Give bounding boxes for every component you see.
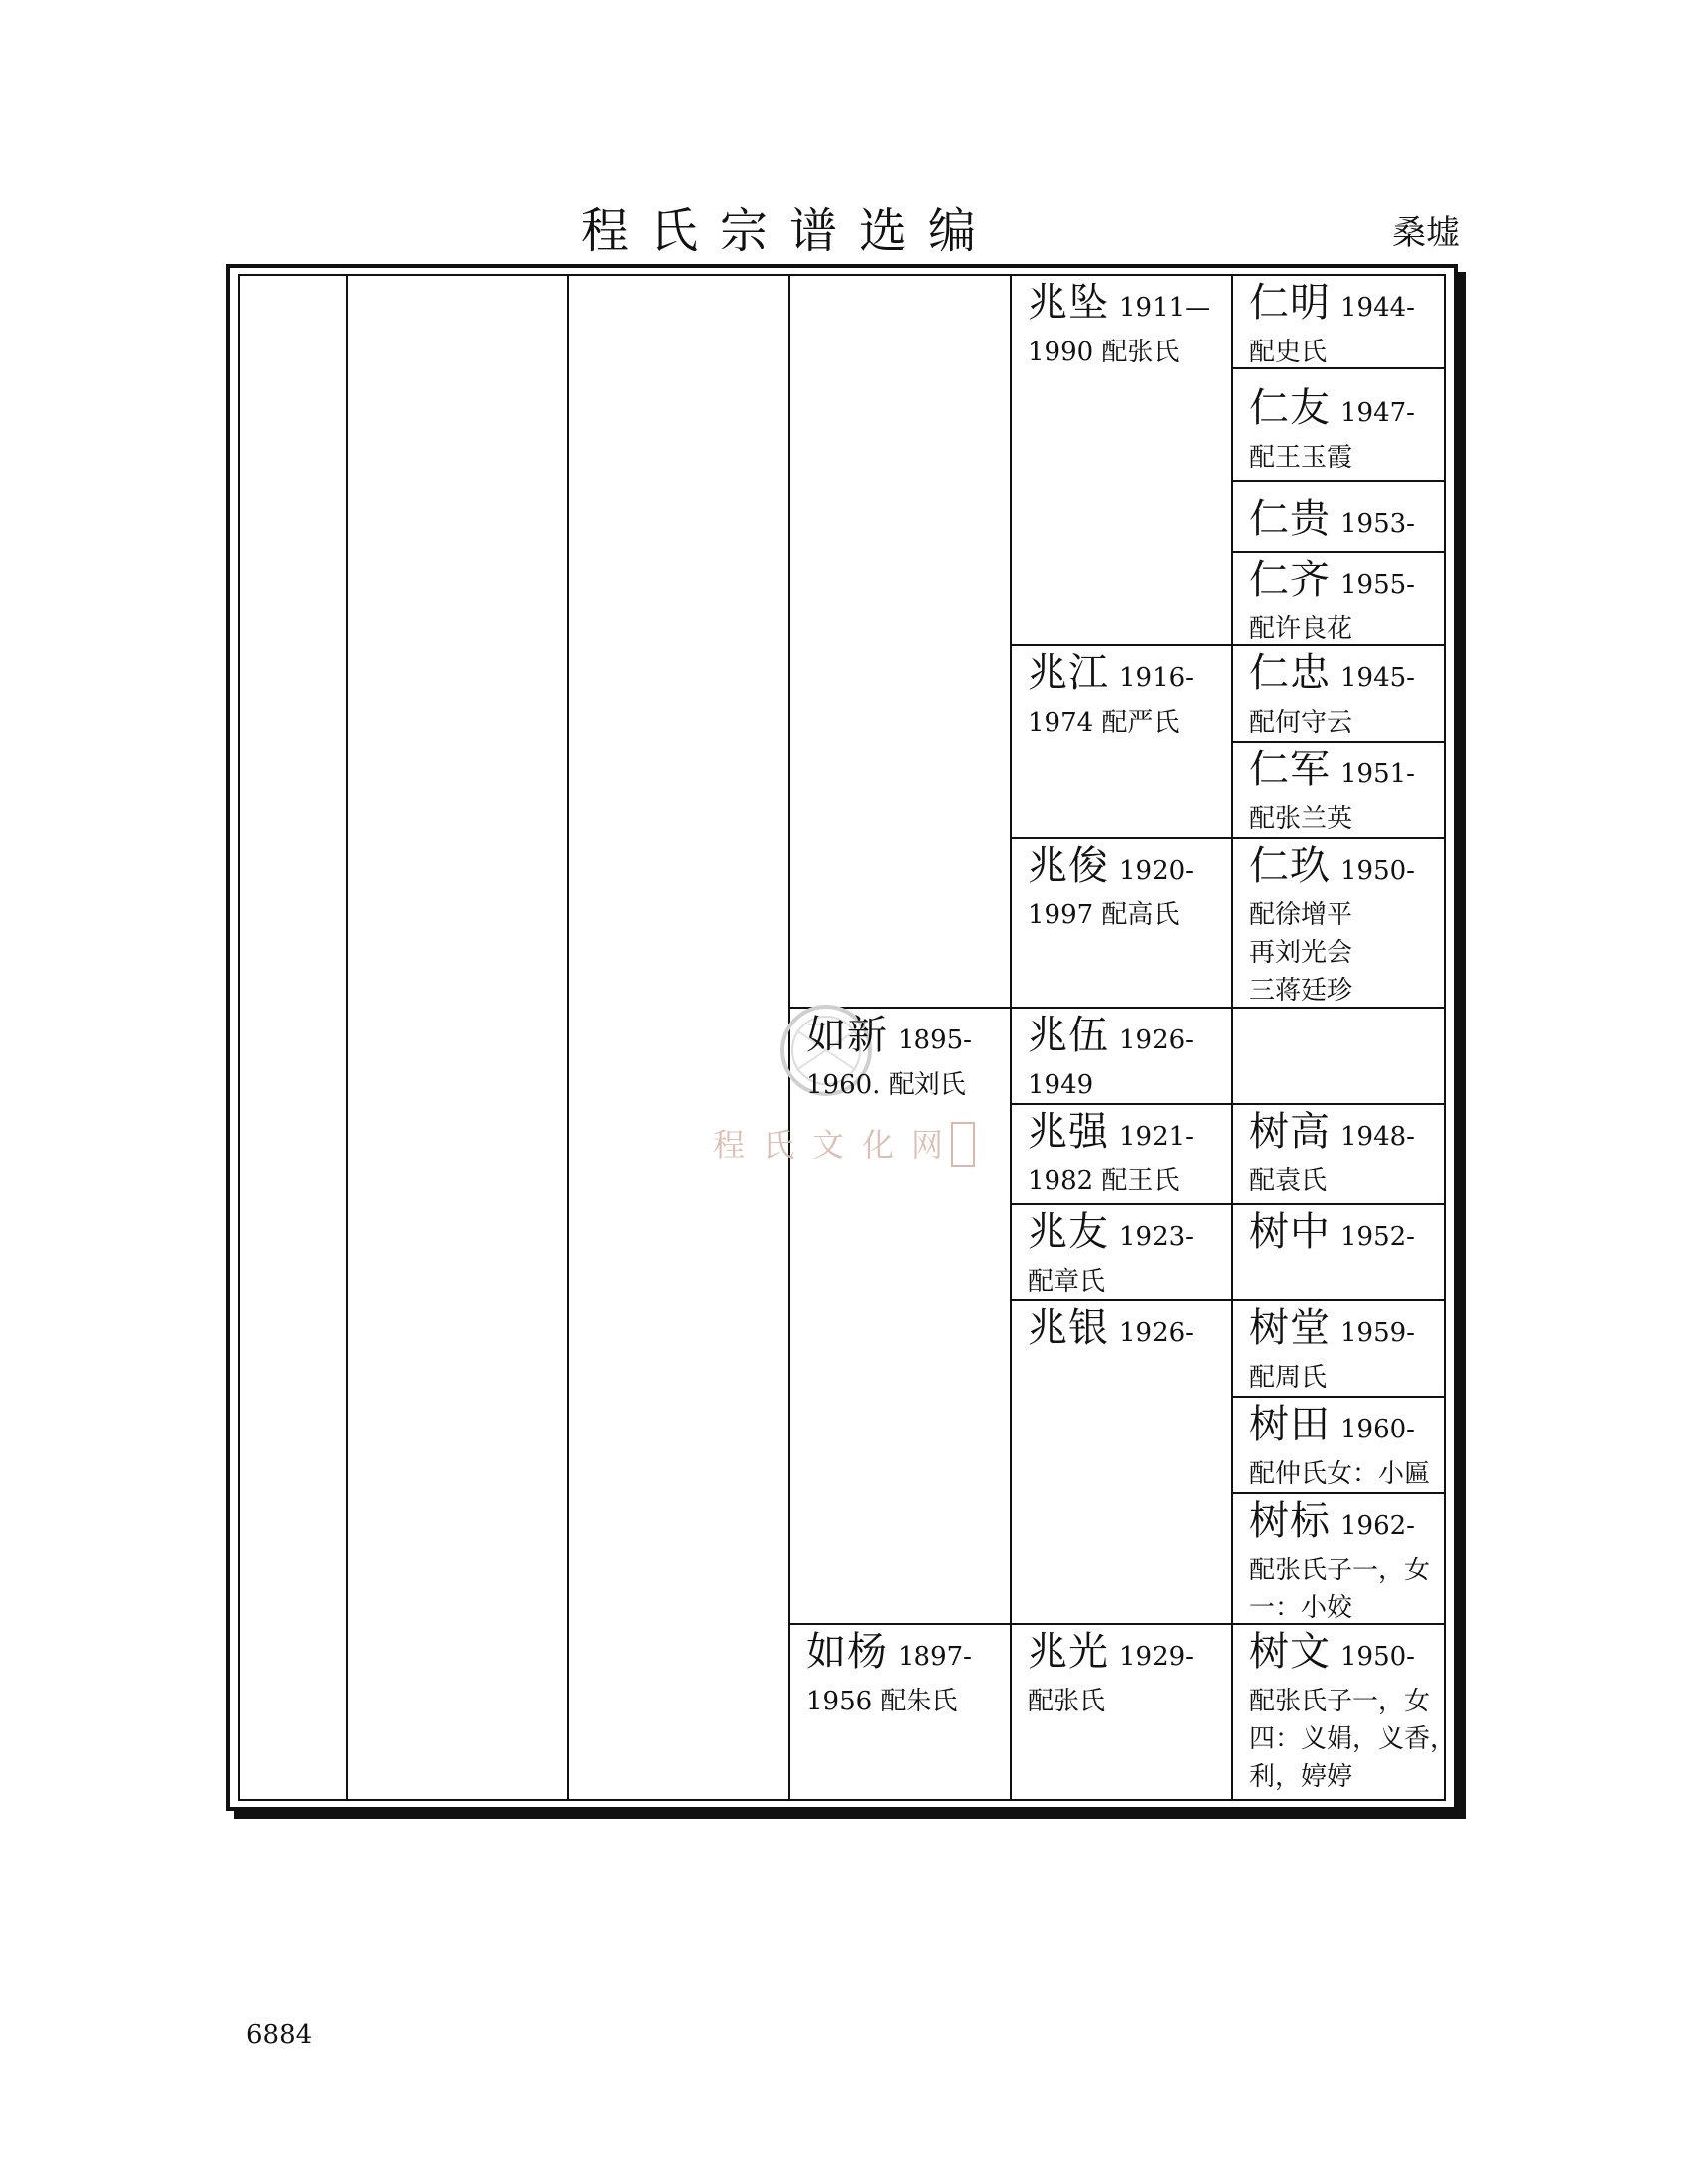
table-shadow-bottom [234, 1811, 1466, 1819]
column-divider [567, 274, 569, 1801]
person-name: 仁友 [1249, 385, 1331, 431]
person-detail: 1990 配张氏 [1028, 338, 1180, 367]
column-divider [346, 274, 348, 1801]
gen3-entry [1233, 381, 1446, 480]
region-label: 桑墟 [1392, 213, 1460, 253]
person-name: 兆光 [1028, 1629, 1109, 1675]
person-name: 仁忠 [1249, 650, 1331, 696]
gen3-entry [1233, 553, 1446, 644]
person-detail: 配张氏子一，女 [1249, 1556, 1431, 1585]
person-detail: 三蒋廷珍 [1249, 976, 1353, 1006]
person-dates: 1950- [1340, 856, 1415, 886]
gen1-entry [790, 1009, 1010, 1203]
gen3-entry [1233, 1398, 1446, 1492]
person-name: 树高 [1249, 1109, 1331, 1155]
person-name: 兆友 [1028, 1209, 1109, 1255]
person-dates: 1960- [1340, 1415, 1415, 1444]
person-dates: 1911— [1119, 293, 1211, 323]
person-name: 树标 [1249, 1498, 1331, 1544]
person-detail: 配王玉霞 [1249, 443, 1353, 473]
person-detail: 1982 配王氏 [1028, 1166, 1180, 1196]
gen3-entry [1233, 1494, 1446, 1623]
person-name: 兆江 [1028, 650, 1109, 696]
gen2-entry [1012, 1625, 1231, 1800]
gen3-entry [1233, 1105, 1446, 1203]
person-name: 仁贵 [1249, 496, 1331, 542]
person-dates: 1953- [1340, 509, 1415, 539]
person-name: 仁玖 [1249, 843, 1331, 888]
person-detail: 1949 [1028, 1070, 1094, 1100]
person-dates: 1926- [1119, 1025, 1194, 1055]
gen2-entry [1012, 276, 1231, 644]
gen2-entry [1012, 839, 1231, 1007]
person-dates: 1945- [1340, 663, 1415, 693]
person-name: 兆伍 [1028, 1013, 1109, 1058]
person-detail: 配史氏 [1249, 338, 1328, 367]
person-detail: 利，婷婷 [1249, 1762, 1353, 1792]
gen2-entry [1012, 1105, 1231, 1203]
person-detail: 配张兰英 [1249, 804, 1353, 834]
gen1-entry [790, 1625, 1010, 1800]
person-name: 兆强 [1028, 1109, 1109, 1155]
gen3-entry [1233, 1205, 1446, 1299]
gen2-entry [1012, 646, 1231, 837]
person-detail: 1956 配朱氏 [806, 1687, 958, 1716]
person-name: 树文 [1249, 1629, 1331, 1675]
page-title: 程氏宗谱选编 [581, 204, 999, 259]
person-dates: 1955- [1340, 570, 1415, 600]
person-detail: 配许良花 [1249, 614, 1353, 644]
person-detail: 配张氏 [1028, 1687, 1106, 1716]
person-dates: 1962- [1340, 1511, 1415, 1541]
person-dates: 1959- [1340, 1318, 1415, 1348]
person-dates: 1916- [1119, 663, 1194, 693]
table-shadow-right [1458, 272, 1466, 1819]
person-detail: 配张氏子一，女 [1249, 1687, 1431, 1716]
person-dates: 1950- [1340, 1642, 1415, 1672]
person-name: 仁军 [1249, 747, 1331, 792]
gen2-entry [1012, 1009, 1231, 1103]
person-dates: 1923- [1119, 1222, 1194, 1252]
person-dates: 1944- [1340, 293, 1415, 323]
person-detail: 配何守云 [1249, 708, 1353, 738]
person-dates: 1897- [898, 1642, 972, 1672]
person-name: 如杨 [806, 1629, 888, 1675]
gen3-entry [1233, 743, 1446, 837]
person-dates: 1947- [1340, 398, 1415, 428]
person-dates: 1926- [1119, 1318, 1194, 1348]
person-detail: 配章氏 [1028, 1267, 1106, 1297]
row-divider [1231, 480, 1446, 482]
gen3-entry [1233, 1625, 1457, 1800]
person-name: 仁齐 [1249, 557, 1331, 603]
person-name: 树堂 [1249, 1305, 1331, 1351]
person-name: 兆坠 [1028, 280, 1109, 326]
gen3-entry [1233, 492, 1446, 551]
gen2-entry [1012, 1205, 1231, 1299]
person-detail: 配徐增平 [1249, 900, 1353, 930]
person-detail: 1960. 配刘氏 [806, 1070, 966, 1100]
gen3-entry [1233, 839, 1446, 1007]
person-detail: 1974 配严氏 [1028, 708, 1180, 738]
person-name: 兆银 [1028, 1305, 1109, 1351]
person-detail: 配袁氏 [1249, 1166, 1328, 1196]
person-name: 树田 [1249, 1402, 1331, 1447]
person-dates: 1920- [1119, 856, 1194, 886]
person-name: 仁明 [1249, 280, 1331, 326]
person-name: 如新 [806, 1013, 888, 1058]
person-detail: 配周氏 [1249, 1363, 1328, 1393]
gen3-entry [1233, 276, 1446, 367]
person-name: 树中 [1249, 1209, 1331, 1255]
person-detail: 四：义娟，义香， [1249, 1724, 1457, 1754]
gen3-entry [1233, 1301, 1446, 1396]
person-name: 兆俊 [1028, 843, 1109, 888]
person-detail: 一：小姣 [1249, 1593, 1353, 1623]
person-dates: 1948- [1340, 1122, 1415, 1152]
page-number: 6884 [246, 2020, 313, 2050]
person-dates: 1929- [1119, 1642, 1194, 1672]
person-detail: 再刘光会 [1249, 938, 1353, 968]
person-dates: 1921- [1119, 1122, 1194, 1152]
gen3-entry-empty [1233, 1009, 1446, 1103]
person-dates: 1951- [1340, 759, 1415, 789]
watermark-text: 程氏文化网 [713, 1126, 962, 1163]
gen3-entry [1233, 646, 1446, 741]
person-detail: 1997 配高氏 [1028, 900, 1180, 930]
person-dates: 1895- [898, 1025, 972, 1055]
gen2-entry [1012, 1301, 1231, 1623]
person-dates: 1952- [1340, 1222, 1415, 1252]
person-detail: 配仲氏女：小匾 [1249, 1459, 1431, 1489]
